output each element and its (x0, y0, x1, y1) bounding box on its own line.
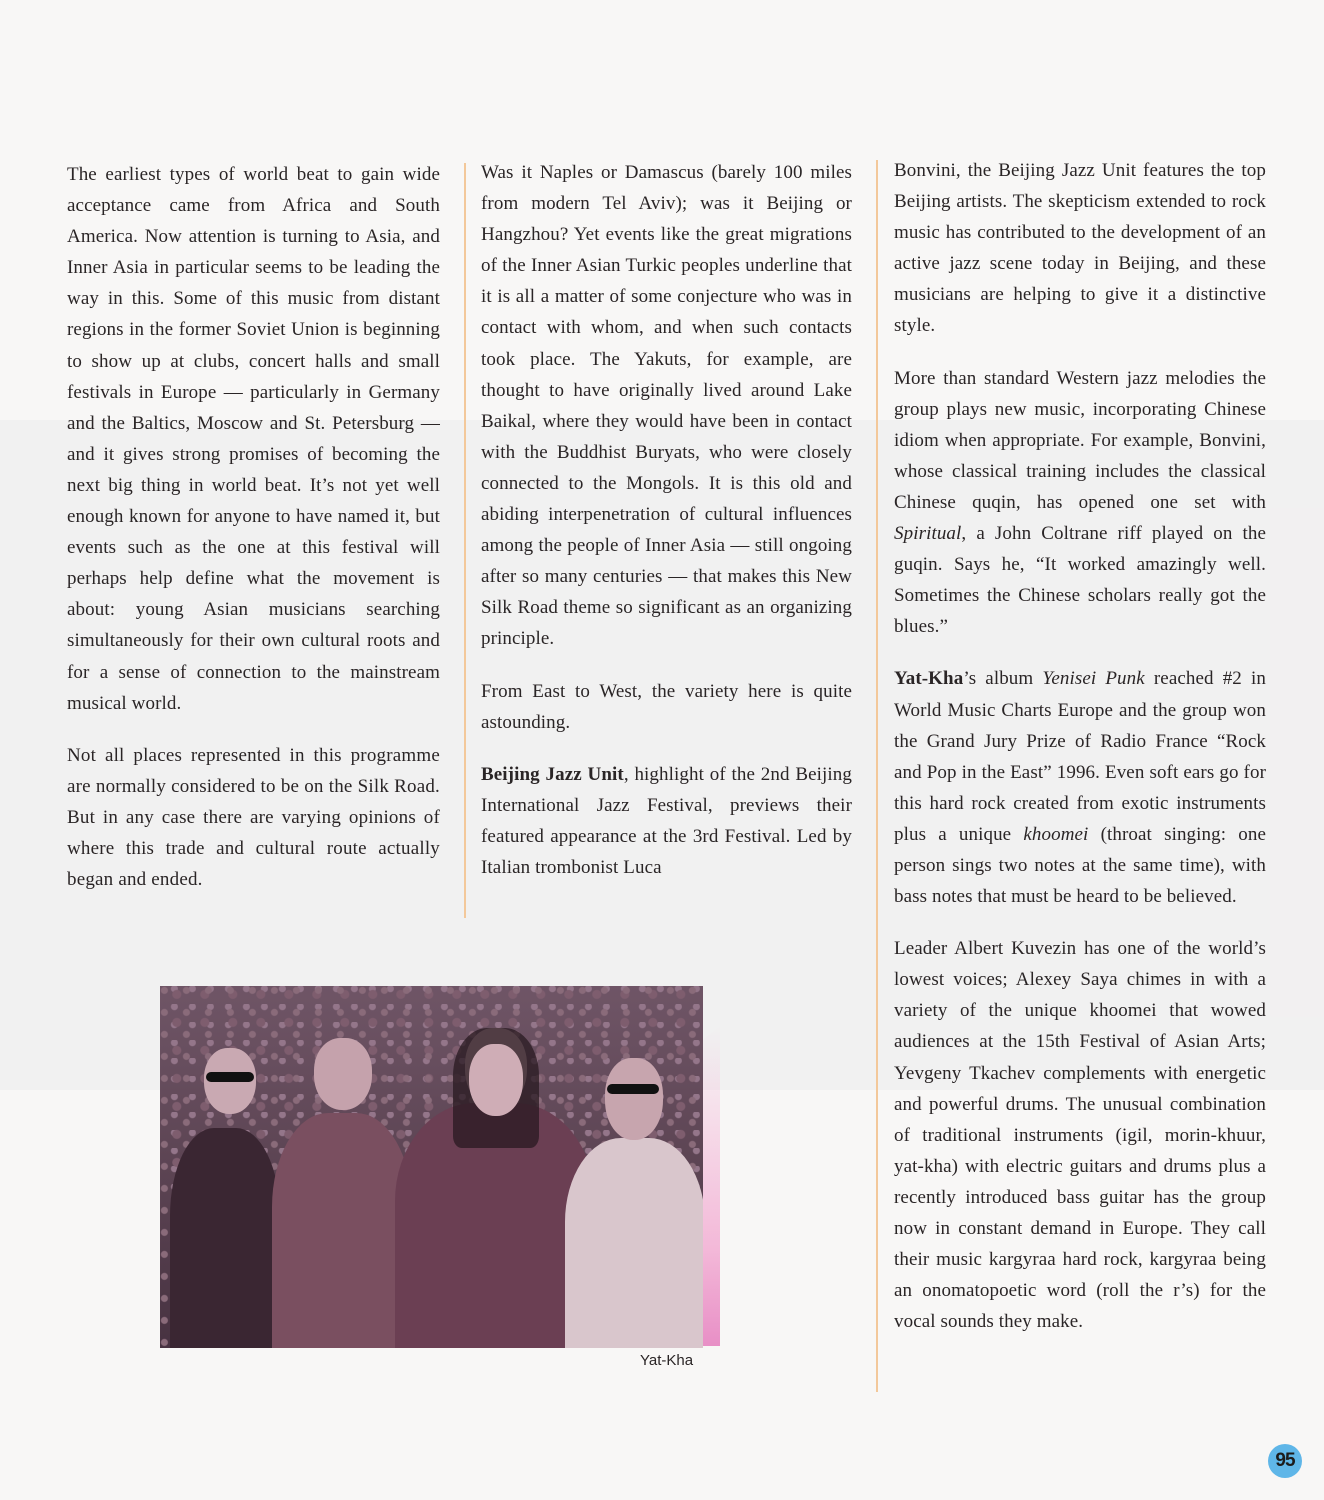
band-photo (160, 986, 703, 1348)
paragraph: Not all places represented in this programme are normally considered to be on the Silk Road. But in any case there are varying opinions of where this trade and cultural route actually began and ended. (67, 744, 440, 891)
column-divider (464, 163, 466, 918)
paragraph: Bonvini, the Beijing Jazz Unit features the top Beijing artists. The skepticism extended to rock music has contributed to the development of an active jazz scene today in Beijing, and these musicians are helping to give it a distinctive style. (894, 160, 1266, 337)
band-name-yat-kha: Yat-Kha (894, 668, 964, 690)
paragraph-text: More than standard Western jazz melodies the group plays new music, incorporating Chinese idiom when appropriate. For example, Bonvini, whose classical training includes the classical Chinese quqin, has opened one set with (894, 367, 1266, 513)
band-name-beijing-jazz-unit: Beijing Jazz Unit (481, 763, 624, 785)
photo-caption: Yat-Kha (640, 1352, 694, 1369)
person-figure (272, 1038, 412, 1348)
text-column-2 (481, 157, 852, 904)
person-figure (565, 1058, 703, 1348)
paragraph (481, 759, 852, 883)
album-title: Yenisei Punk (1042, 668, 1145, 690)
person-figure (170, 1048, 280, 1348)
paragraph (894, 363, 1266, 643)
text-column-1 (67, 159, 440, 916)
term-khoomei: khoomei (1023, 823, 1089, 845)
paragraph: Leader Albert Kuvezin has one of the world’s lowest voices; Alexey Saya chimes in with a variety of the unique khoomei that wowed audiences at the 15th Festival of Asian Arts; Yevgeny Tkachev complements with energetic and powerful drums. The unusual combination of traditional instruments (igil, morin-khuur, yat-kha) with electric guitars and drums plus a recently introduced bass guitar has the group now in constant demand in Europe. They call their music kargyraa hard rock, kargyraa being an onomatopoetic word (roll the r’s) for the vocal sounds they make. (894, 938, 1266, 1333)
band-photo-frame (160, 986, 720, 1350)
paragraph-text: (throat singing: one person sings two notes at the same time), with bass notes that must be heard to be believed. (894, 823, 1266, 908)
paragraph-text: , highlight of the 2nd Beijing International Jazz Festival, previews their featured appearance at the 3rd Festival. Led by Italian trombonist Luca (481, 763, 852, 878)
paragraph: Was it Naples or Damascus (barely 100 miles from modern Tel Aviv); was it Beijing or Hangzhou? Yet events like the great migrations of the Inner Asian Turkic peoples underline that it is all a matter of some conjecture who was in contact with whom, and when such contacts took place. The Yakuts, for example, are thought to have originally lived around Lake Baikal, where they would have been in contact with the Buddhist Buryats, who were closely connected to the Mongols. It is this old and abiding interpenetration of cultural influences among the people of Inner Asia — still ongoing after so many centuries — that makes this New Silk Road theme so significant as an organizing principle. (481, 162, 852, 650)
paragraph-text: ’s album (963, 668, 1043, 690)
column-divider (876, 160, 878, 1392)
paragraph: From East to West, the variety here is quite astounding. (481, 680, 852, 733)
paragraph (894, 663, 1266, 912)
paragraph-text: reached #2 in World Music Charts Europe and the group won the Grand Jury Prize of Radio France “Rock and Pop in the East” 1996. Even soft ears go for this hard rock created from exotic instruments plus a unique (894, 668, 1266, 845)
paragraph-text: , a John Coltrane riff played on the guqin. Says he, “It worked amazingly well. Sometimes the Chinese scholars really got the blues.” (894, 523, 1266, 638)
title-spiritual: Spiritual (894, 523, 962, 545)
text-column-3 (894, 155, 1266, 1358)
page-number: 95 (1268, 1444, 1302, 1478)
paragraph: The earliest types of world beat to gain wide acceptance came from Africa and South America. Now attention is turning to Asia, and Inner Asia in particular seems to be leading the way in this. Some of this music from distant regions in the former Soviet Union is beginning to show up at clubs, concert halls and small festivals in Europe — particularly in Germany and the Baltics, Moscow and St. Petersburg — and it gives strong promises of becoming the next big thing in world beat. It’s not yet well enough known for anyone to have named it, but events such as the one at this festival will perhaps help define what the movement is about: young Asian musicians searching simultaneously for their own cultural roots and for a sense of connection to the mainstream musical world. (67, 164, 440, 714)
